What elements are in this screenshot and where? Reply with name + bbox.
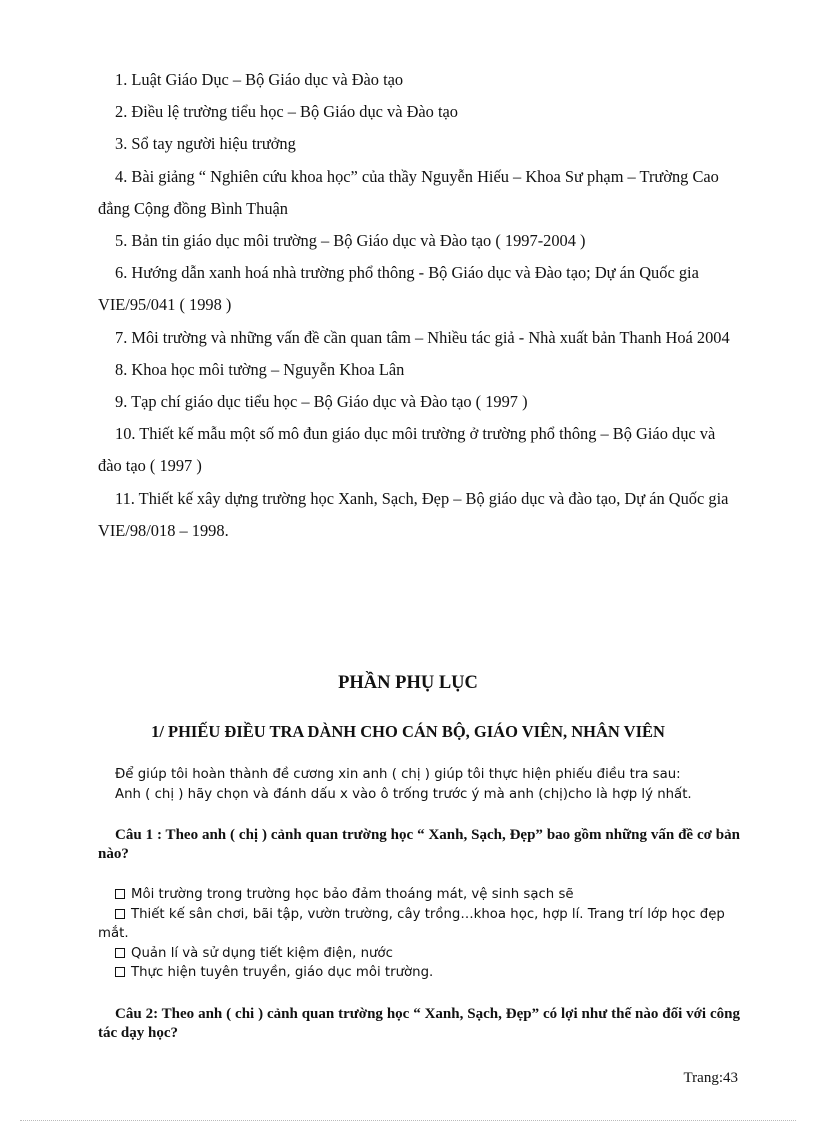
footer-divider — [20, 1120, 796, 1121]
survey-title: 1/ PHIẾU ĐIỀU TRA DÀNH CHO CÁN BỘ, GIÁO VIÊN, NHÂN VIÊN — [151, 722, 665, 741]
reference-item: 7. Môi trường và những vấn đề cần quan tâm – Nhiều tác giả - Nhà xuất bản Thanh Hoá 2004 — [115, 327, 730, 347]
option-label: Thực hiện tuyên truyền, giáo dục môi trường. — [131, 965, 434, 980]
option-item — [98, 885, 743, 905]
reference-item: 4. Bài giảng “ Nghiên cứu khoa học” của thầy Nguyễn Hiếu – Khoa Sư phạm – Trường Cao đẳng Cộng đồng Bình Thuận — [98, 166, 719, 218]
reference-item: 6. Hướng dẫn xanh hoá nhà trường phổ thông - Bộ Giáo dục và Đào tạo; Dự án Quốc gia VIE/95/041 ( 1998 ) — [98, 263, 699, 315]
reference-item: 9. Tạp chí giáo dục tiểu học – Bộ Giáo dục và Đào tạo ( 1997 ) — [115, 392, 528, 412]
reference-item: 3. Sổ tay người hiệu trưởng — [115, 134, 296, 154]
option-item — [98, 944, 743, 964]
option-label: Môi trường trong trường học bảo đảm thoáng mát, vệ sinh sạch sẽ — [131, 887, 574, 902]
question-2: Câu 2: Theo anh ( chi ) cảnh quan trường học “ Xanh, Sạch, Đẹp” có lợi như thế nào đối với công tác dạy học? — [98, 1006, 740, 1041]
option-item — [98, 963, 743, 983]
question-1: Câu 1 : Theo anh ( chị ) cảnh quan trường học “ Xanh, Sạch, Đẹp” bao gồm những vấn đề cơ bản nào? — [98, 827, 740, 862]
reference-item: 2. Điều lệ trường tiểu học – Bộ Giáo dục và Đào tạo — [115, 102, 459, 122]
option-label: Thiết kế sân chơi, bãi tập, vườn trường, cây trồng…khoa học, hợp lí. Trang trí lớp học đẹp mắt. — [98, 906, 725, 941]
reference-item: 1. Luật Giáo Dục – Bộ Giáo dục và Đào tạo — [115, 70, 404, 89]
reference-list — [98, 64, 738, 547]
question-1-options — [98, 885, 743, 983]
checkbox[interactable] — [115, 948, 125, 958]
appendix-title: PHẦN PHỤ LỤC — [338, 673, 478, 693]
reference-item: 10. Thiết kế mẫu một số mô đun giáo dục môi trường ở trường phổ thông – Bộ Giáo dục và đào tạo ( 1997 ) — [98, 424, 716, 476]
survey-intro — [98, 765, 743, 804]
checkbox[interactable] — [115, 967, 125, 977]
option-label: Quản lí và sử dụng tiết kiệm điện, nước — [131, 945, 393, 961]
intro-line: Để giúp tôi hoàn thành đề cương xin anh ( chị ) giúp tôi thực hiện phiếu điều tra sau: — [115, 767, 681, 782]
reference-item: 5. Bản tin giáo dục môi trường – Bộ Giáo dục và Đào tạo ( 1997-2004 ) — [115, 231, 586, 251]
reference-item: 11. Thiết kế xây dựng trường học Xanh, Sạch, Đẹp – Bộ giáo dục và đào tạo, Dự án Quốc gia VIE/98/018 – 1998. — [98, 488, 729, 540]
checkbox[interactable] — [115, 889, 125, 899]
reference-item: 8. Khoa học môi tường – Nguyễn Khoa Lân — [115, 359, 405, 379]
page-number: Trang:43 — [683, 1070, 738, 1086]
checkbox[interactable] — [115, 909, 125, 919]
intro-line: Anh ( chị ) hãy chọn và đánh dấu x vào ô trống trước ý mà anh (chị)cho là hợp lý nhất. — [115, 786, 692, 802]
option-item — [98, 905, 743, 944]
